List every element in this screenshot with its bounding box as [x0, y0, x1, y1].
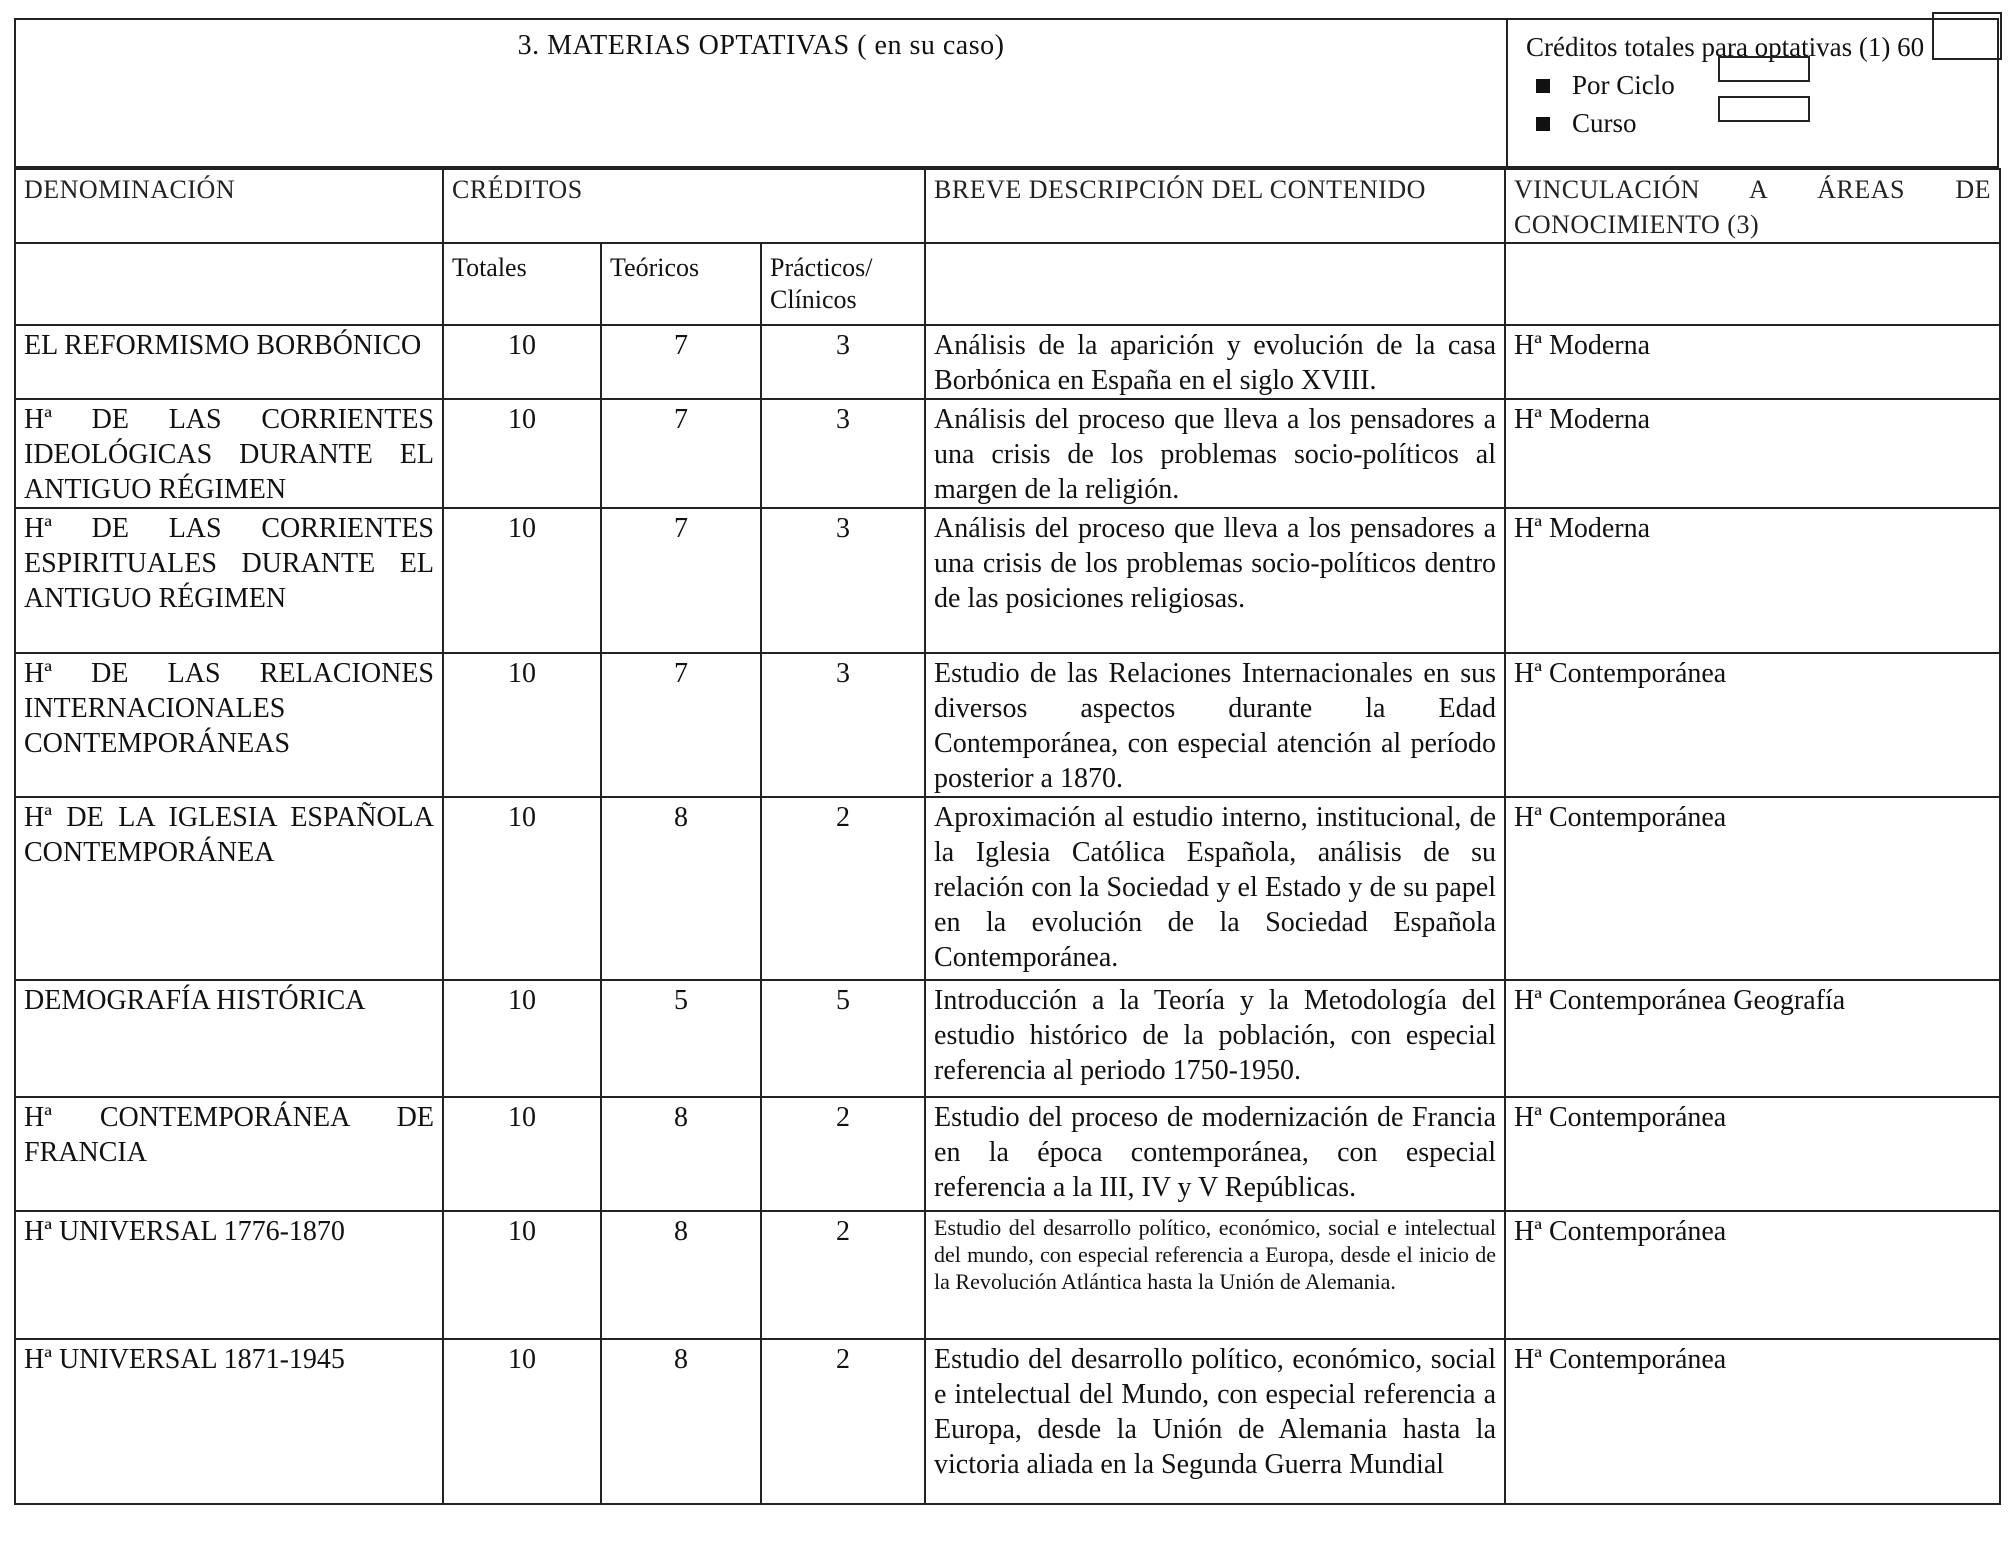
credits-totales: 10	[443, 325, 601, 399]
credits-teoricos: 8	[601, 797, 761, 980]
credits-teoricos: 8	[601, 1211, 761, 1339]
description: Introducción a la Teoría y la Metodología del estudio histórico de la población, con especial referencia al periodo 1750-1950.	[925, 980, 1505, 1097]
knowledge-area: Hª Contemporánea	[1505, 797, 2000, 980]
knowledge-area: Hª Contemporánea	[1505, 1339, 2000, 1504]
table-row	[15, 399, 2000, 508]
credits-totales: 10	[443, 1339, 601, 1504]
description: Análisis del proceso que lleva a los pensadores a una crisis de los problemas socio-políticos dentro de las posiciones religiosas.	[925, 508, 1505, 653]
subheader-row	[15, 243, 2000, 325]
header-teoricos: Teóricos	[601, 243, 761, 325]
credits-practicos: 3	[761, 508, 925, 653]
credits-panel	[1506, 20, 1997, 166]
credits-practicos: 3	[761, 653, 925, 797]
optativas-form	[14, 18, 1999, 1505]
credits-totales: 10	[443, 980, 601, 1097]
credits-practicos: 2	[761, 1097, 925, 1211]
option-por-ciclo: Por Ciclo	[1572, 70, 1675, 100]
table-row	[15, 980, 2000, 1097]
description: Estudio del desarrollo político, económico, social e intelectual del mundo, con especial referencia a Europa, desde el inicio de la Revolución Atlántica hasta la Unión de Alemania.	[925, 1211, 1505, 1339]
subject-name: EL REFORMISMO BORBÓNICO	[15, 325, 443, 399]
credits-teoricos: 8	[601, 1339, 761, 1504]
knowledge-area: Hª Moderna	[1505, 508, 2000, 653]
subheader-empty	[925, 243, 1505, 325]
credits-value: 60	[1897, 32, 1925, 62]
knowledge-area: Hª Moderna	[1505, 399, 2000, 508]
knowledge-area: Hª Moderna	[1505, 325, 2000, 399]
credits-practicos: 3	[761, 325, 925, 399]
subject-name: Hª DE LAS CORRIENTES IDEOLÓGICAS DURANTE EL ANTIGUO RÉGIMEN	[15, 399, 443, 508]
credits-totales: 10	[443, 1097, 601, 1211]
subject-name: Hª UNIVERSAL 1776-1870	[15, 1211, 443, 1339]
subject-name: Hª DE LAS CORRIENTES ESPIRITUALES DURANTE EL ANTIGUO RÉGIMEN	[15, 508, 443, 653]
knowledge-area: Hª Contemporánea	[1505, 1097, 2000, 1211]
credits-teoricos: 7	[601, 653, 761, 797]
table-row	[15, 653, 2000, 797]
description: Análisis de la aparición y evolución de la casa Borbónica en España en el siglo XVIII.	[925, 325, 1505, 399]
header-vinculacion: VINCULACIÓN A ÁREAS DE CONOCIMIENTO (3)	[1505, 169, 2000, 243]
credits-totales: 10	[443, 1211, 601, 1339]
table-row	[15, 797, 2000, 980]
table-row	[15, 1211, 2000, 1339]
table-row	[15, 508, 2000, 653]
credits-teoricos: 7	[601, 508, 761, 653]
description: Análisis del proceso que lleva a los pensadores a una crisis de los problemas socio-políticos al margen de la religión.	[925, 399, 1505, 508]
square-bullet-icon	[1536, 79, 1550, 93]
credits-practicos: 2	[761, 797, 925, 980]
header-denominacion: DENOMINACIÓN	[15, 169, 443, 243]
credits-teoricos: 7	[601, 399, 761, 508]
header-practicos: Prácticos/ Clínicos	[761, 243, 925, 325]
table-row	[15, 325, 2000, 399]
knowledge-area: Hª Contemporánea	[1505, 1211, 2000, 1339]
credits-totales: 10	[443, 797, 601, 980]
header-creditos: CRÉDITOS	[443, 169, 925, 243]
section-header	[14, 18, 1999, 168]
credits-label: Créditos totales para optativas (1)	[1526, 32, 1891, 62]
subject-name: Hª UNIVERSAL 1871-1945	[15, 1339, 443, 1504]
table-row	[15, 1097, 2000, 1211]
credits-totales: 10	[443, 399, 601, 508]
credits-practicos: 2	[761, 1339, 925, 1504]
credits-practicos: 5	[761, 980, 925, 1097]
curso-box[interactable]	[1718, 96, 1810, 122]
column-header-row	[15, 169, 2000, 243]
subheader-empty	[15, 243, 443, 325]
description: Estudio del desarrollo político, económico, social e intelectual del Mundo, con especial referencia a Europa, desde la Unión de Alemania hasta la victoria aliada en la Segunda Guerra Mundial	[925, 1339, 1505, 1504]
credits-practicos: 2	[761, 1211, 925, 1339]
description: Estudio de las Relaciones Internacionales en sus diversos aspectos durante la Edad Contemporánea, con especial atención al período posterior a 1870.	[925, 653, 1505, 797]
subject-name: Hª CONTEMPORÁNEA DE FRANCIA	[15, 1097, 443, 1211]
subheader-empty	[1505, 243, 2000, 325]
subject-name: Hª DE LAS RELACIONES INTERNACIONALES CONTEMPORÁNEAS	[15, 653, 443, 797]
credits-teoricos: 5	[601, 980, 761, 1097]
knowledge-area: Hª Contemporánea Geografía	[1505, 980, 2000, 1097]
section-title: 3. MATERIAS OPTATIVAS ( en su caso)	[517, 30, 1005, 61]
credits-totales: 10	[443, 653, 601, 797]
header-descripcion: BREVE DESCRIPCIÓN DEL CONTENIDO	[925, 169, 1505, 243]
credits-totales: 10	[443, 508, 601, 653]
description: Estudio del proceso de modernización de Francia en la época contemporánea, con especial referencia a la III, IV y V Repúblicas.	[925, 1097, 1505, 1211]
subject-name: DEMOGRAFÍA HISTÓRICA	[15, 980, 443, 1097]
credits-total-box[interactable]	[1932, 12, 2002, 60]
table-row	[15, 1339, 2000, 1504]
header-totales: Totales	[443, 243, 601, 325]
materias-table	[14, 168, 2001, 1505]
description: Aproximación al estudio interno, institucional, de la Iglesia Católica Española, análisis de su relación con la Sociedad y el Estado y de su papel en la evolución de la Sociedad Española Contemporánea.	[925, 797, 1505, 980]
knowledge-area: Hª Contemporánea	[1505, 653, 2000, 797]
credits-practicos: 3	[761, 399, 925, 508]
option-curso: Curso	[1572, 108, 1637, 138]
credits-teoricos: 7	[601, 325, 761, 399]
square-bullet-icon	[1536, 117, 1550, 131]
por-ciclo-box[interactable]	[1718, 56, 1810, 82]
subject-name: Hª DE LA IGLESIA ESPAÑOLA CONTEMPORÁNEA	[15, 797, 443, 980]
credits-teoricos: 8	[601, 1097, 761, 1211]
